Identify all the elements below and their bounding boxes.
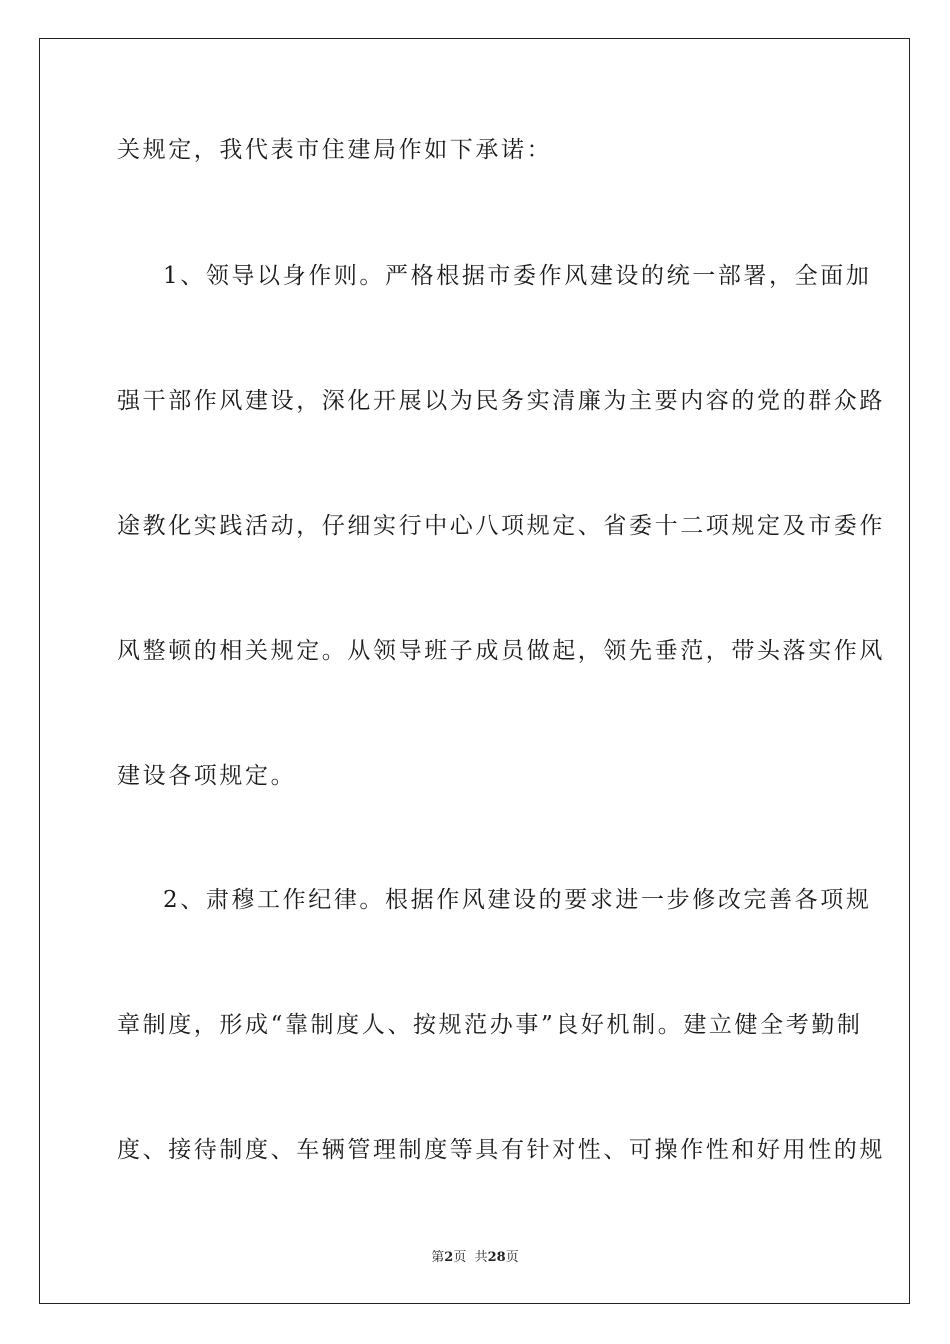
footer-prefix: 第 [431,1250,445,1265]
total-pages: 28 [487,1250,506,1265]
text-line-7: 2、肃穆工作纪律。根据作风建设的要求进一步修改完善各项规 [163,887,872,913]
footer-mid: 页 共 [453,1250,488,1265]
text-line-8: 章制度，形成“靠制度人、按规范办事”良好机制。建立健全考勤制 [117,1012,863,1038]
page-border [39,38,910,1304]
page-footer [0,1246,950,1265]
footer-suffix: 页 [505,1250,519,1265]
text-line-2: 1、领导以身作则。严格根据市委作风建设的统一部署，全面加 [163,263,872,289]
text-line-9: 度、接待制度、车辆管理制度等具有针对性、可操作性和好用性的规 [117,1137,885,1163]
text-line-5: 风整顿的相关规定。从领导班子成员做起，领先垂范，带头落实作风 [117,638,885,664]
text-line-1: 关规定，我代表市住建局作如下承诺： [117,137,553,163]
text-line-6: 建设各项规定。 [117,763,297,789]
text-line-4: 途教化实践活动，仔细实行中心八项规定、省委十二项规定及市委作 [117,513,885,539]
page-number: 2 [444,1250,454,1265]
text-line-3: 强干部作风建设，深化开展以为民务实清廉为主要内容的党的群众路 [117,388,885,414]
